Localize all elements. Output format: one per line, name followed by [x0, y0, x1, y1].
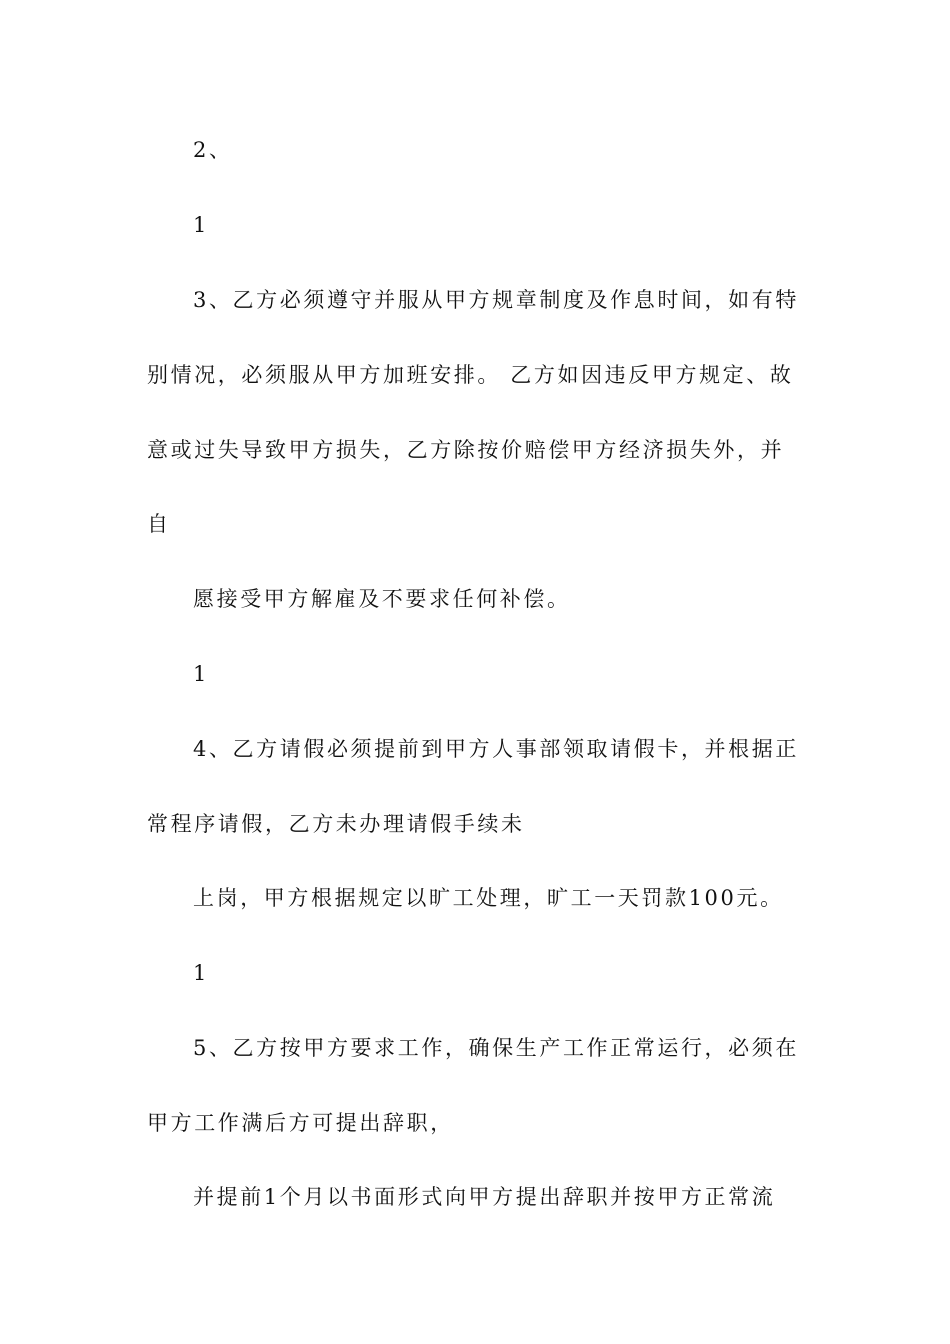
paragraph-line: 1	[193, 662, 209, 686]
paragraph-line: 意或过失导致甲方损失，乙方除按价赔偿甲方经济损失外，并	[147, 438, 785, 462]
paragraph-line: 5、乙方按甲方要求工作，确保生产工作正常运行，必须在	[193, 1036, 799, 1060]
paragraph-line: 2、	[193, 138, 233, 162]
paragraph-line: 并提前1个月以书面形式向甲方提出辞职并按甲方正常流	[193, 1185, 776, 1209]
paragraph-line: 上岗，甲方根据规定以旷工处理，旷工一天罚款100元。	[193, 886, 784, 910]
paragraph-line: 1	[193, 213, 209, 237]
paragraph-line: 愿接受甲方解雇及不要求任何补偿。	[193, 587, 571, 611]
paragraph-line: 常程序请假，乙方未办理请假手续未	[147, 812, 525, 836]
paragraph-line: 4、乙方请假必须提前到甲方人事部领取请假卡，并根据正	[193, 737, 799, 761]
paragraph-line: 别情况，必须服从甲方加班安排。 乙方如因违反甲方规定、故	[147, 363, 794, 387]
paragraph-line: 甲方工作满后方可提出辞职，	[147, 1111, 454, 1135]
paragraph-line: 自	[147, 512, 171, 536]
paragraph-line: 3、乙方必须遵守并服从甲方规章制度及作息时间，如有特	[193, 288, 799, 312]
paragraph-line: 1	[193, 961, 209, 985]
